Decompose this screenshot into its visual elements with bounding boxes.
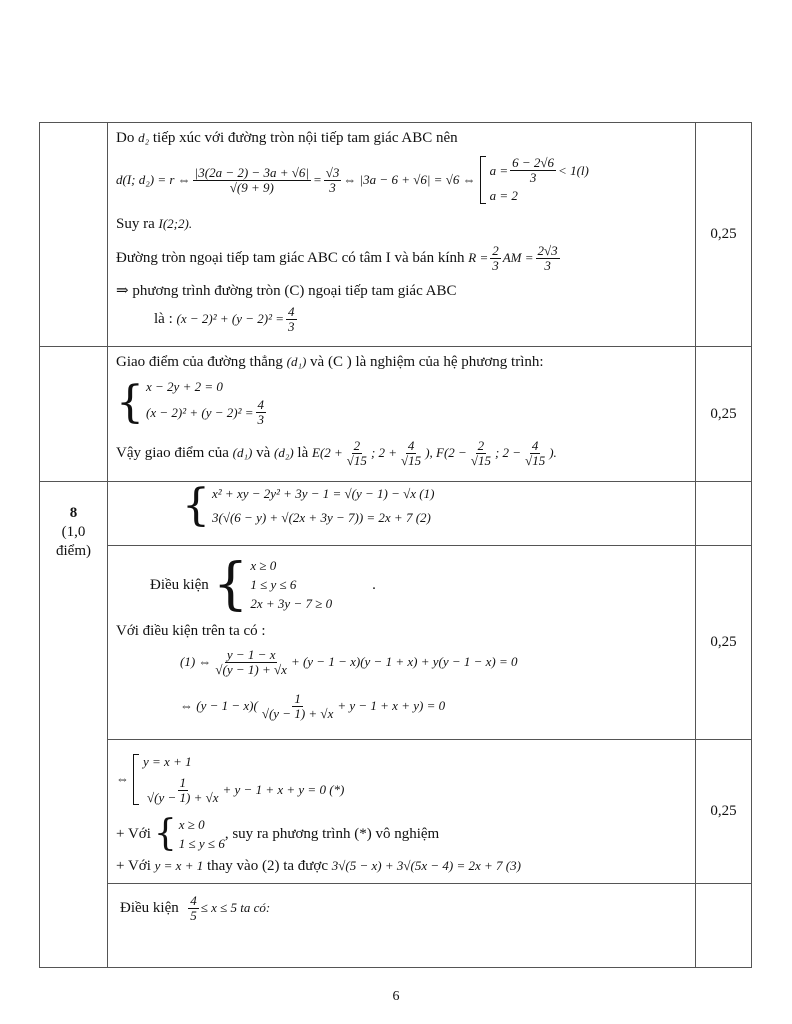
- numerator: 4: [190, 892, 197, 908]
- math: + y − 1 + x + y = 0 (*): [222, 782, 345, 797]
- table-row: [40, 740, 752, 884]
- numerator: 4: [257, 397, 264, 412]
- denominator: √15: [470, 452, 491, 468]
- math: ).: [549, 445, 557, 460]
- fraction: [260, 692, 336, 721]
- text: và: [256, 444, 271, 461]
- numerator: 2√3: [537, 242, 558, 258]
- bracket: [133, 754, 139, 805]
- question-points-unit: điểm): [56, 543, 91, 559]
- text: và (C ) là nghiệm của hệ phương trình:: [310, 353, 544, 370]
- text: là: [297, 444, 309, 461]
- math: I(2;2).: [158, 216, 193, 231]
- numerator: 4: [531, 437, 539, 453]
- math: + y − 1 + x + y) = 0: [337, 698, 446, 713]
- fraction: [345, 439, 369, 468]
- denominator: 3: [529, 170, 537, 185]
- text: tiếp xúc với đường tròn nội tiếp tam giác ABC nên: [152, 129, 458, 146]
- math: d₂: [138, 130, 150, 145]
- table-row: [40, 123, 752, 347]
- text: Vậy giao điểm của: [116, 444, 229, 461]
- numerator: 6 − 2√6: [512, 155, 555, 170]
- denominator: √15: [525, 452, 546, 468]
- math: (d₁): [232, 445, 253, 460]
- equation-system: [116, 373, 268, 433]
- solution-cell: [108, 740, 696, 884]
- denominator: 5: [190, 907, 197, 923]
- equation-system: [182, 480, 435, 531]
- text: ⇒ phương trình đường tròn (C) ngoại tiếp tam giác ABC: [116, 282, 457, 299]
- numerator: 4: [407, 437, 415, 453]
- denominator: 3: [329, 179, 336, 195]
- condition: 2x + 3y − 7 ≥ 0: [250, 596, 333, 611]
- numerator: 2: [353, 437, 361, 453]
- denominator: √(y − 1) + √x: [261, 705, 334, 721]
- equation: x − 2y + 2 = 0: [146, 379, 223, 394]
- solution-cell: [108, 884, 696, 968]
- fraction: [324, 166, 342, 195]
- text: là :: [154, 310, 173, 327]
- denominator: √15: [401, 452, 422, 468]
- fraction: [510, 156, 556, 185]
- text: Đường tròn ngoại tiếp tam giác ABC có tâm I và bán kính: [116, 249, 465, 266]
- solution-cell: [108, 546, 696, 740]
- solution-cell: [108, 347, 696, 482]
- text: + Với: [116, 857, 151, 874]
- text: Điều kiện: [150, 576, 209, 593]
- case-line: [143, 776, 344, 805]
- case-line: a = 2: [489, 188, 518, 203]
- case-body: [490, 156, 589, 204]
- fraction: [193, 166, 311, 195]
- math: ; 2 −: [494, 445, 522, 460]
- numerator: y − 1 − x: [226, 646, 276, 662]
- denominator: 3: [544, 257, 551, 273]
- denominator: 3: [288, 318, 295, 334]
- numerator: √3: [325, 164, 340, 180]
- equation: [146, 398, 268, 427]
- numerator: 4: [288, 303, 295, 319]
- table-row: [40, 884, 752, 968]
- denominator: √(y − 1) + √x: [147, 789, 219, 805]
- math: ≤ x ≤ 5 ta có:: [200, 900, 271, 915]
- solution-cell: [108, 123, 696, 347]
- math: (1) ⇔: [180, 654, 212, 669]
- brace: {: [212, 552, 249, 617]
- math: R =: [468, 250, 489, 265]
- numerator: 1: [294, 690, 301, 706]
- text: , suy ra phương trình (*) vô nghiệm: [224, 825, 440, 842]
- system-body: [250, 558, 332, 612]
- answer-table: [39, 122, 752, 968]
- fraction: [145, 776, 221, 805]
- score-cell-empty: [696, 482, 752, 546]
- numerator: 2: [477, 437, 485, 453]
- math: AM =: [502, 250, 534, 265]
- case-system: [133, 754, 344, 805]
- system-body: [179, 817, 225, 852]
- equation: 3(√(6 − y) + √(2x + 3y − 7)) = 2x + 7 (2): [212, 510, 431, 525]
- math: =: [312, 172, 322, 187]
- numerator: |3(2a − 2) − 3a + √6|: [194, 164, 309, 180]
- denominator: √(9 + 9): [229, 179, 274, 195]
- text: thay vào (2) ta được: [206, 857, 328, 874]
- math: ; 2 +: [370, 445, 398, 460]
- math: ), F(2 −: [425, 445, 467, 460]
- fraction: [523, 439, 547, 468]
- text: Do: [116, 129, 135, 146]
- math: < 1(l): [558, 162, 589, 178]
- bracket: [480, 156, 486, 204]
- text: Với điều kiện trên ta có :: [116, 622, 266, 639]
- math: y = x + 1: [154, 858, 204, 873]
- math: ⇔ (y − 1 − x)(: [180, 698, 258, 713]
- score-cell-empty: [696, 884, 752, 968]
- question-points: (1,0: [61, 524, 86, 540]
- problem-cell: [108, 482, 696, 546]
- case-line: [490, 156, 589, 185]
- fraction: [536, 244, 560, 273]
- question-number-cell: [40, 482, 108, 968]
- fraction: [286, 305, 297, 334]
- case-system: [480, 156, 589, 204]
- math: E(2 +: [312, 445, 343, 460]
- equation: x² + xy − 2y² + 3y − 1 = √(y − 1) − √x (1): [212, 486, 435, 501]
- brace: {: [182, 480, 210, 531]
- score-cell: 0,25: [696, 123, 752, 347]
- text: + Với: [116, 825, 151, 842]
- math: (d₁): [286, 354, 307, 369]
- numerator: 1: [179, 774, 186, 790]
- condition-system: [154, 814, 225, 854]
- score-cell: 0,25: [696, 347, 752, 482]
- condition: 1 ≤ y ≤ 6: [250, 577, 297, 592]
- question-number: 8: [69, 505, 78, 521]
- fraction: [213, 648, 289, 677]
- text: Suy ra: [116, 215, 155, 232]
- denominator: √15: [346, 452, 367, 468]
- math: + (y − 1 − x)(y − 1 + x) + y(y − 1 − x) = 0: [290, 654, 518, 669]
- denominator: 3: [257, 412, 264, 427]
- fraction: [469, 439, 493, 468]
- page-number: 6: [392, 989, 400, 1004]
- fraction: [188, 894, 199, 923]
- question-cell-empty: [40, 123, 108, 347]
- math: a =: [489, 162, 509, 178]
- fraction: [490, 244, 501, 273]
- brace: {: [116, 377, 144, 428]
- math: (x − 2)² + (y − 2)² =: [176, 311, 284, 326]
- math: d(I; d₂) = r ⇔: [116, 172, 191, 187]
- fraction: [256, 398, 267, 427]
- brace: {: [153, 813, 177, 854]
- fraction: [399, 439, 423, 468]
- text: Điều kiện: [120, 899, 179, 916]
- score-cell: 0,25: [696, 740, 752, 884]
- denominator: √(y − 1) + √x: [215, 661, 287, 677]
- case-line: y = x + 1: [143, 753, 192, 769]
- text: .: [372, 576, 376, 593]
- math: ⇔ |3a − 6 + √6| = √6 ⇔: [343, 172, 476, 187]
- table-row: [40, 482, 752, 546]
- case-body: [143, 754, 344, 805]
- math: (d₂): [273, 445, 294, 460]
- math: (x − 2)² + (y − 2)² =: [146, 404, 254, 420]
- score-cell: 0,25: [696, 546, 752, 740]
- math: ⇔: [116, 771, 129, 786]
- numerator: 2: [492, 242, 499, 258]
- text: Giao điểm của đường thẳng: [116, 353, 283, 370]
- table-row: [40, 546, 752, 740]
- system-body: [146, 379, 268, 427]
- question-cell-empty: [40, 347, 108, 482]
- condition: x ≥ 0: [250, 558, 277, 573]
- denominator: 3: [492, 257, 499, 273]
- math: 3√(5 − x) + 3√(5x − 4) = 2x + 7 (3): [331, 858, 521, 873]
- condition: 1 ≤ y ≤ 6: [178, 835, 225, 851]
- table-row: [40, 347, 752, 482]
- system-body: [212, 486, 434, 526]
- condition-system: [212, 552, 333, 617]
- condition: x ≥ 0: [178, 816, 205, 832]
